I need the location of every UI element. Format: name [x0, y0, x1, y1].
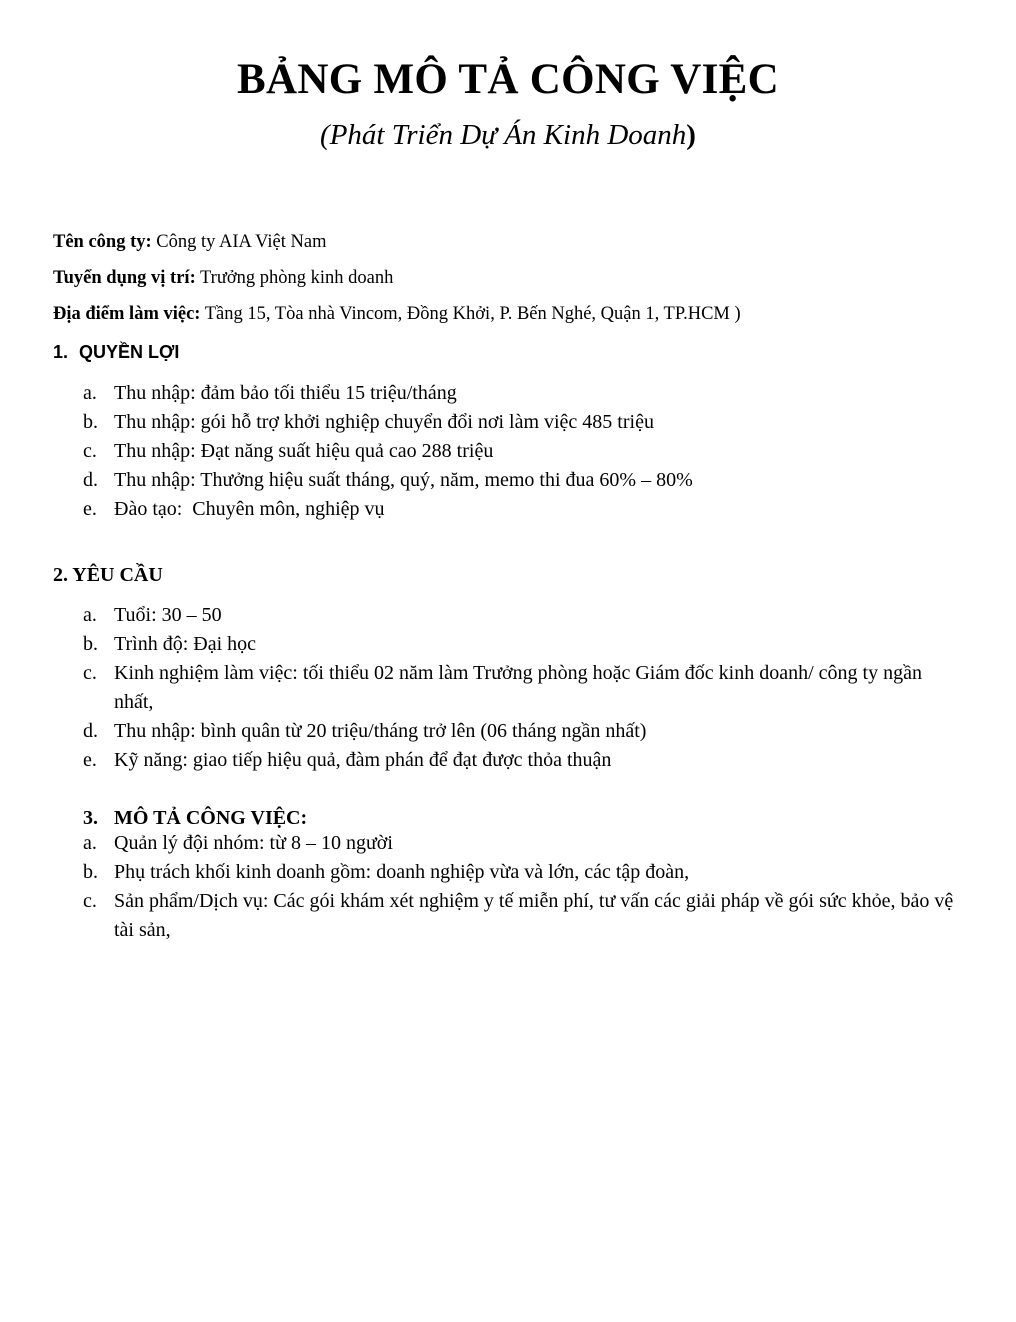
list-item-text: Sản phẩm/Dịch vụ: Các gói khám xét nghiệm y tế miễn phí, tư vấn các giải pháp về gói sức khỏe, bảo vệ tài sản, — [114, 890, 954, 941]
section-heading-benefits — [53, 339, 179, 365]
list-item — [83, 466, 963, 495]
list-item-text: Kỹ năng: giao tiếp hiệu quả, đàm phán để đạt được thỏa thuận — [114, 749, 612, 771]
list-item — [83, 408, 963, 437]
list-item-text: Phụ trách khối kinh doanh gồm: doanh nghiệp vừa và lớn, các tập đoàn, — [114, 861, 690, 883]
section-heading-requirements: 2. YÊU CẦU — [53, 564, 163, 586]
list-item-text: Thu nhập: Đạt năng suất hiệu quả cao 288 triệu — [114, 440, 494, 462]
list-marker: e. — [83, 498, 97, 520]
list-item-text: Thu nhập: đảm bảo tối thiểu 15 triệu/tháng — [114, 382, 457, 404]
location-info-line — [53, 301, 741, 327]
list-marker: b. — [83, 411, 98, 433]
list-item — [83, 437, 963, 466]
list-item — [83, 858, 963, 887]
list-marker: a. — [83, 382, 97, 404]
list-item — [83, 601, 963, 630]
position-label: Tuyển dụng vị trí: — [53, 268, 196, 288]
list-item — [83, 630, 963, 659]
list-marker: e. — [83, 749, 97, 771]
list-marker: a. — [83, 832, 97, 854]
list-item-text: Tuổi: 30 – 50 — [114, 604, 222, 626]
section-heading-job-description — [83, 804, 307, 832]
list-item-text: Thu nhập: gói hỗ trợ khởi nghiệp chuyển đổi nơi làm việc 485 triệu — [114, 411, 654, 433]
list-item — [83, 887, 963, 945]
section-number: 3. — [83, 807, 98, 829]
list-item-text: Quản lý đội nhóm: từ 8 – 10 người — [114, 832, 393, 854]
subtitle-close-paren: ) — [686, 119, 696, 151]
section-title: QUYỀN LỢI — [79, 342, 180, 362]
list-marker: c. — [83, 662, 97, 684]
location-label: Địa điểm làm việc: — [53, 304, 201, 324]
company-value: Công ty AIA Việt Nam — [156, 232, 327, 252]
list-item — [83, 829, 963, 858]
subtitle-text: (Phát Triển Dự Án Kinh Doanh — [320, 119, 687, 151]
list-item — [83, 495, 963, 524]
section-number: 1. — [53, 342, 69, 362]
list-marker: c. — [83, 890, 97, 912]
list-marker: b. — [83, 861, 98, 883]
list-marker: d. — [83, 720, 98, 742]
list-item-text: Kinh nghiệm làm việc: tối thiểu 02 năm làm Trưởng phòng hoặc Giám đốc kinh doanh/ công ty ngần nhất, — [114, 662, 922, 713]
list-marker: d. — [83, 469, 98, 491]
list-marker: b. — [83, 633, 98, 655]
list-item — [83, 659, 963, 717]
list-item — [83, 379, 963, 408]
document-title: BẢNG MÔ TẢ CÔNG VIỆC — [237, 56, 779, 103]
list-marker: a. — [83, 604, 97, 626]
company-label: Tên công ty: — [53, 232, 152, 252]
company-info-line — [53, 229, 326, 255]
section-title: MÔ TẢ CÔNG VIỆC: — [114, 807, 308, 829]
list-item-text: Đào tạo: Chuyên môn, nghiệp vụ — [114, 498, 385, 520]
list-item — [83, 717, 963, 746]
location-value: Tầng 15, Tòa nhà Vincom, Đồng Khởi, P. Bến Nghé, Quận 1, TP.HCM ) — [204, 304, 741, 324]
list-item-text: Thu nhập: Thưởng hiệu suất tháng, quý, năm, memo thi đua 60% – 80% — [114, 469, 693, 491]
list-item-text: Thu nhập: bình quân từ 20 triệu/tháng trở lên (06 tháng ngần nhất) — [114, 720, 647, 742]
list-item — [83, 746, 963, 775]
list-marker: c. — [83, 440, 97, 462]
list-item-text: Trình độ: Đại học — [114, 633, 257, 655]
document-subtitle — [0, 115, 1016, 155]
position-info-line — [53, 265, 393, 291]
position-value: Trưởng phòng kinh doanh — [200, 268, 394, 288]
